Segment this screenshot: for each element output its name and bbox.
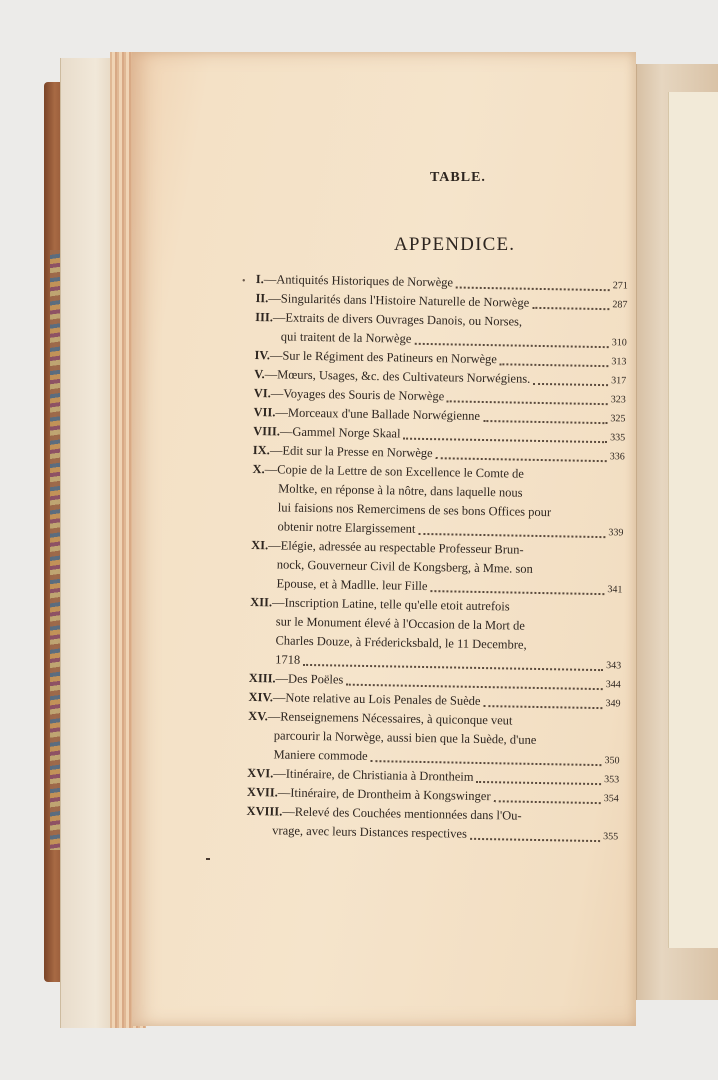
entry-title: —Copie de la Lettre de son Excellence le Comte de [264, 462, 525, 481]
page-number: 339 [608, 527, 624, 539]
entry-number: XII. [250, 594, 273, 610]
entry-title: —Sur le Régiment des Patineurs en Norwège [269, 348, 498, 367]
entry-title: —Des Poëles [275, 671, 344, 687]
entry-title: —Voyages des Souris de Norwège [270, 386, 445, 404]
right-page-stack [668, 92, 718, 948]
entry-title: vrage, avec leurs Distances respectives [272, 823, 468, 841]
entry-title: qui traitent de la Norwège [280, 329, 412, 346]
entry-title: obtenir notre Elargissement [277, 519, 416, 536]
margin-mark: • [242, 276, 246, 287]
page-number: 287 [612, 299, 628, 311]
dot-leader [476, 781, 601, 785]
page-number: 313 [611, 356, 627, 368]
page-number: 354 [603, 793, 619, 805]
dot-leader [418, 533, 605, 538]
page-number: 355 [603, 831, 619, 843]
entry-title: Epouse, et à Madlle. leur Fille [276, 576, 428, 594]
toc-entry [250, 536, 623, 599]
entry-number: II. [255, 290, 269, 306]
toc-entry [251, 460, 624, 542]
toc-entry [247, 707, 620, 770]
entry-title: —Mœurs, Usages, &c. des Cultivateurs Norwégiens. [264, 367, 531, 386]
dot-leader [500, 363, 609, 367]
dot-leader [370, 760, 601, 766]
entry-title: —Singularités dans l'Histoire Naturelle de Norwège [268, 291, 530, 310]
entry-title: —Morceaux d'une Ballade Norwégienne [275, 405, 481, 423]
entry-title: lui faisions nos Remercimens de ses bons Offices pour [277, 500, 552, 520]
entry-number: VI. [253, 385, 272, 401]
entry-number: XI. [251, 537, 269, 553]
entry-number: VII. [253, 404, 276, 420]
entry-title: 1718 [275, 652, 301, 667]
entry-number: XVII. [246, 784, 278, 800]
page-number: 323 [610, 394, 626, 406]
entry-number: XIII. [248, 670, 276, 686]
entry-title: Charles Douze, à Frédericksbald, le 11 Decembre, [275, 633, 527, 652]
page-number: 310 [611, 337, 627, 349]
ink-speck [206, 858, 210, 860]
entry-title: —Relevé des Couchées mentionnées dans l'Ou- [282, 804, 522, 823]
entry-title: parcourir la Norwège, aussi bien que la Suède, d'une [273, 728, 537, 747]
entry-title: sur le Monument élevé à l'Occasion de la Mort de [275, 614, 526, 633]
entry-title: Moltke, en réponse à la nôtre, dans laquelle nous [278, 481, 523, 500]
table-of-contents [246, 270, 628, 846]
running-head: TABLE. [430, 170, 486, 185]
page-number: 271 [612, 280, 628, 292]
entry-number: XIV. [248, 689, 274, 705]
page-number: 336 [609, 451, 625, 463]
entry-title: —Elégie, adressée au respectable Professeur Brun- [268, 538, 524, 557]
entry-number: III. [255, 309, 274, 325]
entry-number: VIII. [253, 423, 281, 439]
page-number: 341 [607, 584, 623, 596]
entry-title: —Inscription Latine, telle qu'elle etoit autrefois [271, 595, 510, 614]
toc-entry [249, 593, 622, 675]
dot-leader [483, 705, 602, 709]
dot-leader [447, 400, 608, 405]
entry-number: XVI. [247, 765, 274, 781]
dot-leader [456, 286, 610, 291]
entry-number: X. [252, 461, 265, 477]
entry-title: —Note relative au Lois Penales de Suède [272, 690, 481, 708]
entry-title: —Edit sur la Presse en Norwège [269, 443, 433, 461]
dot-leader [533, 383, 608, 386]
page-number: 343 [606, 660, 622, 672]
entry-number: V. [254, 366, 265, 382]
entry-title: —Renseignemens Nécessaires, à quiconque veut [267, 709, 513, 728]
page-number: 350 [604, 755, 620, 767]
page-number: 317 [611, 375, 627, 387]
entry-title: —Itinéraire, de Christiania à Drontheim [273, 766, 474, 784]
entry-number: IX. [252, 442, 271, 458]
entry-title: —Antiquités Historiques de Norwège [263, 272, 454, 290]
entry-title: —Extraits de divers Ouvrages Danois, ou Norses, [272, 310, 523, 329]
entry-number: I. [255, 271, 264, 287]
toc-entry [246, 802, 619, 846]
entry-number: IV. [254, 347, 271, 363]
page-number: 344 [605, 679, 621, 691]
page-number: 353 [604, 774, 620, 786]
page-number: 325 [610, 413, 626, 425]
entry-title: —Gammel Norge Skaal [279, 424, 401, 441]
entry-number: XVIII. [246, 803, 283, 819]
dot-leader [403, 438, 607, 444]
dot-leader [532, 307, 609, 310]
dot-leader [470, 838, 600, 842]
entry-title: —Itinéraire, de Drontheim à Kongswinger [277, 785, 491, 804]
dot-leader [436, 457, 607, 462]
page-number: 349 [605, 698, 621, 710]
dot-leader [483, 420, 608, 424]
entry-title: nock, Gouverneur Civil de Kongsberg, à Mme. son [276, 557, 533, 576]
dot-leader [430, 590, 604, 595]
toc-entry [255, 308, 628, 352]
section-title: APPENDICE. [394, 234, 516, 255]
dot-leader [346, 684, 603, 690]
entry-title: Maniere commode [273, 747, 368, 764]
dot-leader [414, 343, 608, 348]
entry-number: XV. [248, 708, 268, 724]
page-number: 335 [610, 432, 626, 444]
dot-leader [493, 800, 600, 804]
